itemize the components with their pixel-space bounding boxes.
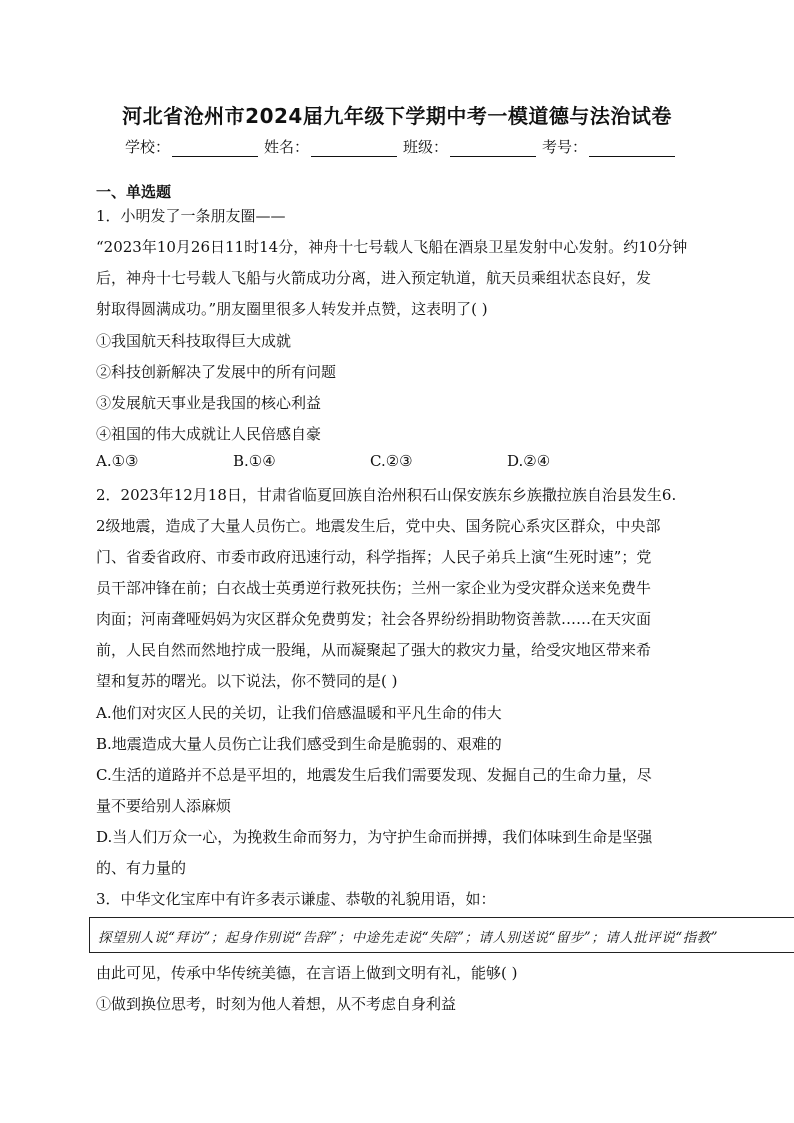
q1-line: “2023年10月26日11时14分，神舟十七号载人飞船在酒泉卫星发射中心发射。约10分钟 [96, 238, 688, 256]
school-blank[interactable] [172, 140, 258, 157]
school-label: 学校： [125, 138, 171, 156]
q2-line: 2．2023年12月18日，甘肃省临夏回族自治州积石山保安族东乡族撒拉族自治县发生6. [96, 486, 677, 504]
q2-line: 员干部冲锋在前；白衣战士英勇逆行救死扶伤；兰州一家企业为受灾群众送来免费牛 [96, 579, 652, 597]
q3-question: 由此可见，传承中华传统美德，在言语上做到文明有礼，能够( ) [96, 964, 518, 982]
q1-options [96, 452, 644, 470]
q3-statement: ①做到换位思考，时刻为他人着想，从不考虑自身利益 [96, 995, 457, 1013]
q1-statement: ③发展航天事业是我国的核心利益 [96, 394, 322, 412]
q2-option-a[interactable]: A.他们对灾区人民的关切，让我们倍感温暖和平凡生命的伟大 [96, 704, 502, 722]
section-heading: 一、单选题 [96, 183, 172, 201]
exam-number-blank[interactable] [589, 140, 675, 157]
q1-option-d[interactable]: D.②④ [507, 452, 551, 470]
q2-option-d-cont: 的、有力量的 [96, 859, 187, 877]
q3-quote-box [89, 917, 794, 953]
q3-quote-text: 探望别人说“拜访”；起身作别说“告辞”；中途先走说“失陪”；请人别送说“留步”；请人批评说“指教” [98, 930, 719, 946]
q2-option-b[interactable]: B.地震造成大量人员伤亡让我们感受到生命是脆弱的、艰难的 [96, 735, 502, 753]
q2-line: 前，人民自然而然地拧成一股绳，从而凝聚起了强大的救灾力量，给受灾地区带来希 [96, 641, 652, 659]
name-blank[interactable] [311, 140, 397, 157]
q1-option-a[interactable]: A.①③ [96, 452, 139, 470]
exam-number-label: 考号： [542, 138, 588, 156]
q1-option-b[interactable]: B.①④ [233, 452, 276, 470]
page-title: 河北省沧州市2024届九年级下学期中考一模道德与法治试卷 [122, 104, 672, 128]
q1-line: 射取得圆满成功。”朋友圈里很多人转发并点赞，这表明了( ) [96, 300, 488, 318]
q1-line: 1．小明发了一条朋友圈—— [96, 207, 286, 225]
exam-number-field [542, 136, 675, 157]
q2-line: 门、省委省政府、市委市政府迅速行动，科学指挥；人民子弟兵上演“生死时速”；党 [96, 548, 652, 566]
student-info-line [125, 136, 681, 157]
q3-stem: 3．中华文化宝库中有许多表示谦虚、恭敬的礼貌用语，如： [96, 890, 496, 908]
q1-statement: ①我国航天科技取得巨大成就 [96, 332, 292, 350]
name-label: 姓名： [264, 138, 310, 156]
q1-line: 后，神舟十七号载人飞船与火箭成功分离，进入预定轨道，航天员乘组状态良好，发 [96, 269, 652, 287]
name-field [264, 136, 397, 157]
q2-line: 2级地震，造成了大量人员伤亡。地震发生后，党中央、国务院心系灾区群众，中央部 [96, 517, 661, 535]
q2-option-c-cont: 量不要给别人添麻烦 [96, 797, 232, 815]
class-label: 班级： [403, 138, 449, 156]
school-field [125, 136, 258, 157]
q1-statement: ②科技创新解决了发展中的所有问题 [96, 363, 337, 381]
q2-line: 望和复苏的曙光。以下说法，你不赞同的是( ) [96, 672, 398, 690]
q2-line: 肉面；河南聋哑妈妈为灾区群众免费剪发；社会各界纷纷捐助物资善款……在天灾面 [96, 610, 652, 628]
class-blank[interactable] [450, 140, 536, 157]
class-field [403, 136, 536, 157]
q1-option-c[interactable]: C.②③ [370, 452, 413, 470]
q2-option-d[interactable]: D.当人们万众一心，为挽救生命而努力，为守护生命而拼搏，我们体味到生命是坚强 [96, 828, 653, 846]
q2-option-c[interactable]: C.生活的道路并不总是平坦的，地震发生后我们需要发现、发掘自己的生命力量，尽 [96, 766, 652, 784]
q1-statement: ④祖国的伟大成就让人民倍感自豪 [96, 425, 322, 443]
